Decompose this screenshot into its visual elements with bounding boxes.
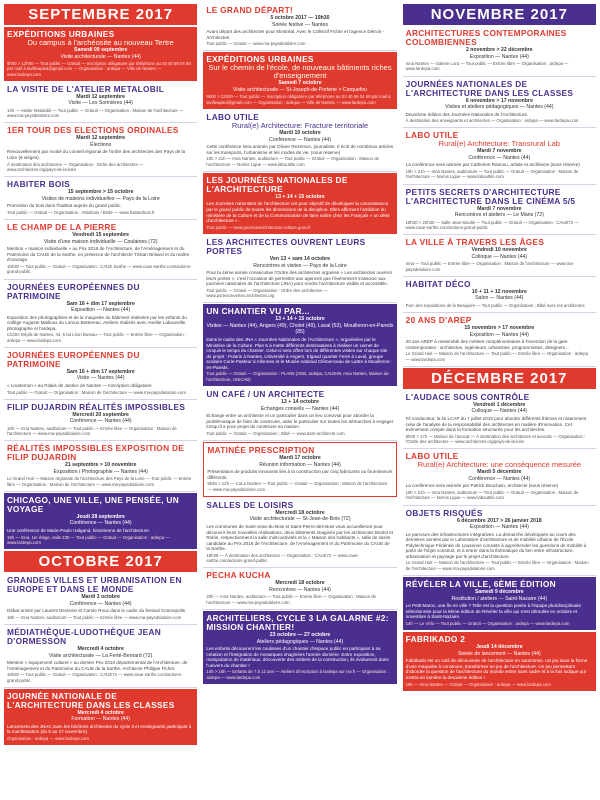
month-header: NOVEMBRE 2017 <box>403 4 596 25</box>
event-type-location: Visite architecturale — La Ferté-Bernard (72) <box>48 652 153 659</box>
event-type-location: Exposition — Nantes (44) <box>469 524 529 530</box>
event-title: MATINÉE PRESCRIPTION <box>207 445 315 456</box>
event-description: Fil conducteur, la loi LCAP du 7 juillet 2016 pour aborder différents thèmes et notamment celui de l'analyse de la responsabilité des architectes en matière d'innovation. Cet événement compte dans la formation structurée pour les architectes. <box>405 415 587 433</box>
event-title: FILIP DUJARDIN RÉALITÉS IMPOSSIBLES <box>7 401 186 412</box>
event-date: Samedi 7 octobre <box>278 80 322 87</box>
event-description: Débat animé par Laurent Devisme et Carole Roux dans le cadre du festival Cosmopolis. <box>7 608 187 614</box>
event-title: ARCHITECTURES CONTEMPORAINES COLOMBIENNES <box>405 28 567 47</box>
event-date: 23 octobre — 27 octobre <box>269 632 331 639</box>
event-type-location: Soirée de lancement — Nantes (44) <box>457 650 541 657</box>
event-info: 9h30 > 12h — CoLa Nantes — Tout public — Gratuit — Organisation : Maison de l'architecture — www.ma-paysdelaloire.com <box>207 481 388 492</box>
event-description: Mention « équipement culturel » au dernier Prix 2016 départemental de l'Architecture, de l'Aménagement et du Patrimoine du CAUE de la Sarthe. Architecte Philippe Fichet. <box>7 660 188 671</box>
event-entry <box>403 277 596 313</box>
event-entry <box>203 110 396 172</box>
event-description: La conférence sera animée par Catherine Rannou, artiste et architecte (sous réserve) <box>405 162 580 168</box>
event-title: HABITER BOIS <box>7 179 71 190</box>
event-date: Ven 13 + sam 14 octobre <box>269 256 331 263</box>
event-type-location: Conférence — Nantes (44) <box>69 600 132 607</box>
event-title: LABO UTILE <box>405 451 459 462</box>
event-description: La conférence sera animée par Patrick Bouchain, architecte (sous réserve) <box>405 483 559 489</box>
event-info: 18h — mna Nantes, auditorium — Tout public — Entrée libre — www.ma-paysdelaloire.com <box>7 614 182 620</box>
event-title: ARCHITELIERS, CYCLE 3 LA GALARNE #2: MISSION CHANTIER! <box>206 613 389 633</box>
event-description: Avant départ des architectes pour Montréal. Avec le Collectif Fichte et l'agence Détroit - Architectes. <box>206 29 384 40</box>
event-info: Tout public — Gratuit — www.ma-paysdelaloire.com <box>206 41 306 47</box>
event-type-location: Conférence — Nantes (44) <box>69 418 132 425</box>
event-info: 9h00 > 12h00 — Tout public — Gratuit — Inscription obligatoire par téléphone au 02 40 59 04 59 par mail à lavilleapied@gmail.com — Organisation : ardepa — Ville de Nantes — www.lardepa.com <box>7 61 191 77</box>
event-subtitle: Sur le chemin de l'école, de nouveaux bâtiments riches d'enseignement <box>208 63 392 81</box>
event-type-location: Formation — Nantes (44) <box>71 716 130 723</box>
month-header: OCTOBRE 2017 <box>4 551 197 572</box>
event-date: Mardi 3 octobre <box>81 594 120 601</box>
event-date: Vendredi 1 décembre <box>473 401 526 408</box>
event-info: 19h > 21h — mna Nantes, auditorium — Tout public — Gratuit — Organisation : Maison de l'architecture — Nomis Ligue — www.labouttile.com <box>206 156 380 167</box>
event-entry <box>203 52 396 109</box>
event-entry <box>403 77 596 129</box>
event-type-location: Échanges conseils — Nantes (44) <box>260 405 340 412</box>
event-subtitle: Rural(e) Architecture: une conséquence mesurée <box>417 460 582 470</box>
event-entry <box>4 441 197 492</box>
event-title: JOURNÉES EUROPÉENNES DU PATRIMOINE <box>7 349 140 369</box>
event-date: Mardi 5 décembre <box>477 469 522 476</box>
event-title: HABITAT DÉCO <box>405 278 471 289</box>
event-type-location: Exposition — Nantes (44) <box>469 331 529 338</box>
event-title: LE CHAMP DE LA PIERRE <box>7 222 117 233</box>
event-entry <box>203 568 396 610</box>
column-left <box>4 3 197 800</box>
event-date: Mardi 12 septembre <box>76 93 126 100</box>
event-entry <box>4 348 197 400</box>
event-title: JOURNÉE NATIONALE DE L'ARCHITECTURE DANS LES CLASSES <box>7 690 175 710</box>
event-title: LABO UTILE <box>405 130 459 141</box>
event-description: Dans le cadre des JNA « Journées Nationales de l'Architecture », organisées par le Ministère de la Culture. Plan 5 à mette différents destinataires à réaliser un carnet de croquis le temps du chantier. Celui-ci sera offert lors de différentes visites sur chaque site de projet : Polaris à Nantes, Université à Angers, Elgaud quartier Ferré à Laval, groupe scolaire Curie-Pasteur à Allonnes et le Musée national Clémenceau de Lattre à Mouilleron-en-Pareds. <box>206 336 391 370</box>
event-title: JOURNÉES NATIONALES DE L'ARCHITECTURE DANS LES CLASSES <box>405 78 574 98</box>
event-info: 19h — mna, 1er étage, salle 230 — Tout public — Gratuit — Organisation : ardepa — www.lardepa.com <box>7 534 170 545</box>
event-info: 14h — Le Vélo — Tout public — Gratuit — Organisation : ardepa — www.lardepa.com <box>405 620 570 626</box>
event-date: 10 + 11 + 12 novembre <box>471 288 527 295</box>
event-entry <box>203 3 396 51</box>
event-entry <box>403 577 596 630</box>
event-info: Cloître Dépôt de Nantes, 44, 5 bd Léon Bureau — Tout public — Entrée libre — Organisation : ardepa — www.lardepa.com <box>7 332 187 343</box>
event-entry <box>403 313 596 367</box>
event-type-location: Rencontres et visites — Pays de la Loire <box>253 262 347 269</box>
event-type-location: Visite — Nantes (44) <box>76 375 125 382</box>
event-entry <box>403 390 596 449</box>
event-entry <box>403 235 596 277</box>
event-entry <box>4 625 197 688</box>
event-info: 19h — mna Nantes — Gratuit — Organisation : ardepa — www.lardepa.com <box>405 681 551 687</box>
event-info: 18h30 — Tout public — Gratuit — Organisation : CAUE Sarthe — www.caue-sarthe.com/actions-grand-public <box>7 263 192 275</box>
event-date: 13 + 14 + 15 octobre <box>275 193 325 200</box>
event-info: 18h30 — Tout public — Gratuit — Organisation : CAUE72 — www.caue-sarthe.com/actions-grand-public <box>7 672 183 683</box>
event-info: 18h30 > 20h30 — Salle Jean Moulin — Tout public — Gratuit — Organisation : CAUE72 — www.caue-sarthe.com/actions-grand-public <box>405 219 579 230</box>
event-entry <box>203 173 396 234</box>
event-title: L'AUDACE SOUS CONTRÔLE <box>405 391 530 402</box>
event-description: Cette conférence sera animée par Olivier Rezemon, journaliste. Il écrit de nombreux articles sur les transports, l'urbanisme et les modes de vie. (sous réserve) <box>206 144 394 155</box>
event-entry <box>203 442 396 497</box>
event-entry <box>203 498 396 569</box>
event-title: MÉDIATHÈQUE-LUDOTHÈQUE JEAN D'ORMESSON <box>7 627 162 647</box>
event-entry <box>203 304 396 386</box>
event-type-location: Conférence — Nantes (44) <box>69 520 132 527</box>
event-entry <box>403 26 596 77</box>
event-info: Tout public — Gratuit — Organisation : Atlanbois / Bédé — www.habiterbois.fr <box>7 209 155 215</box>
event-description: Une conférence de Marie-Paule Halgand, historienne de l'architecture. <box>7 527 151 533</box>
event-entry <box>203 387 396 441</box>
event-info: Le Grand Huit — Maison de l'architecture — Tout public — Entrée libre — Organisation : Maison de l'architecture — www.ma-paysdelaloire.com <box>405 560 589 571</box>
event-date: Mardi 10 octobre <box>279 130 321 137</box>
event-date: 6 décembre 2017 > 26 janvier 2018 <box>456 517 542 524</box>
event-title: PECHA KUCHA <box>206 570 271 581</box>
event-info: Le Grand Huit — Maison régionale de l'architecture des Pays de la Loire — Tout public — Entrée libre — Organisation : Maison de l'architecture — www.ma-paysdelaloire.com <box>7 476 192 487</box>
event-info: 14h > 16h — Enfants de 7 à 12 ans — Ateliers d'inscription à lardepa sur rsv.fr — Organisation : ardepa — www.lardepa.com <box>206 669 389 680</box>
event-description: Les communes de Saint-Jean-du-Bois et Saint-Pierre-des-Bois vous accueilleront pour découvrir leurs nouvelles réalisations, deux bâtiments imaginés par les architectes Boidot et Robin, respectivement la salle multi-activités et la « Maison des habitants », salle de loisirs candidate au Prix 2016 de l'Architecture, de l'Aménagement et du Patrimoine du CAUE de la Sarthe. <box>206 523 393 552</box>
event-info: À destination des architectes — Organisation : Ordre des architectes — www.architectes.org/pays-de-la-loire <box>7 161 144 172</box>
event-entry <box>4 689 197 745</box>
event-type-location: Soirée festive — Nantes <box>272 21 328 28</box>
event-subtitle: Rural(e) Architecture: Fracture territoriale <box>231 121 369 131</box>
event-type-location: Rencontres — Nantes (44) <box>269 586 331 593</box>
event-type-location: Exposition — Nantes (44) <box>71 307 131 314</box>
event-date: 15 septembre > 15 octobre <box>67 189 134 196</box>
event-title: EXPÉDITIONS URBAINES <box>206 54 314 65</box>
event-type-location: Visite architecturale — Nantes (44) <box>60 53 141 60</box>
event-description: Les Journées nationales de l'architecture ont pour objectif de développer la connaissance par le grand public de toutes les dimensions de la discipline. Elles affirment l'ambition du ministère de la Culture et de la Communication de faire naître chez les Français « un désir d'architecture ». <box>206 201 390 224</box>
event-description: Mention « maison individuelle » au Prix 2016 de l'Architecture, de l'Aménagement et du Patrimoine du CAUE de la Sarthe, en présence de l'architecte Tristan Brisard et du maître d'ouvrage. <box>7 246 190 263</box>
event-title: LES JOURNÉES NATIONALES DE L'ARCHITECTURE <box>206 174 348 194</box>
event-info: mna Nantes — Galerie Lora — Tout public — Entrée libre — Organisation : ardepa — www.lardepa.com <box>405 61 569 72</box>
event-title: RÉVÉLER LA VILLE, 6ÈME ÉDITION <box>405 579 556 590</box>
event-date: 6 novembre > 17 novembre <box>465 97 533 104</box>
event-description: Fabrikado est un outil de découverte de l'architecture en autonomie. Un jeu sous la forme d'une maquette à construire, transformer en jeu de l'architecture. Un jeu permettant d'aborder la question de l'architecture du monde entier sans cadre et à la fois ludique qui mettra en lumière la deuxième édition ! <box>405 658 588 680</box>
event-type-location: Conférence — Nantes (44) <box>468 154 531 161</box>
event-info: À destination des enseignants et architectes — Organisation : ardepa — www.lardepa.com <box>405 118 579 124</box>
event-info: 19h > 21h — mna Nantes, auditorium — Tout public — Gratuit — Organisation : Maison de l'architecture — Nomis Ligue — www.labouttile.com <box>405 489 579 501</box>
event-title: LE GRAND DÉPART! <box>206 5 294 15</box>
event-title: UN CAFÉ / UN ARCHITECTE <box>206 389 325 400</box>
event-description: Le Petit Maroc, une île en ville ? Telle est la question posée à l'équipe pluridisciplinaire sélectionnée pour la 6ème édition de Révéler la ville qui s'est déroulée en octobre et novembre à Saint-Nazaire. <box>405 603 582 620</box>
event-description: Deuxième édition des Journées Nationales de l'Architecture. <box>405 111 529 117</box>
event-title: CHICAGO, UNE VILLE, UNE PENSÉE, UN VOYAGE <box>7 494 180 514</box>
event-description: Promotion du bois dans l'habitat auprès du grand public. <box>7 203 122 209</box>
event-date: Jeudi 14 décembre <box>475 644 523 651</box>
event-date: Mercredi 18 octobre <box>275 580 325 587</box>
event-info: Tout public — Gratuit — Organisation : Maison de l'architecture — www.ma-paysdelaloire.com <box>7 389 186 395</box>
event-subtitle: Du campus à l'archéosite au nouveau Tertre <box>27 38 174 47</box>
event-info: 19h > 21h — mna Nantes, auditorium — Tout public — Gratuit — Organisation : Maison de l'architecture — Nomis Ligue — www.labouttile.com <box>405 169 579 180</box>
event-entry <box>203 611 396 684</box>
event-description: « Loutremon » au Palais de Justice de Nantes — Inscription obligatoire <box>7 382 152 388</box>
event-date: Vendredi 15 septembre <box>72 232 130 239</box>
event-date: Sam 16 + dim 17 septembre <box>66 300 135 307</box>
event-type-location: Colloque — Nantes (44) <box>471 408 528 415</box>
event-description: Renouvellement par moitié du conseil régional de l'ordre des architectes des Pays de la Loire (9 sièges). <box>7 149 186 161</box>
event-info: Organisation : ardepa — www.lardepa.com <box>7 736 89 742</box>
event-description: Les enfants découvrent les coulisses d'un chantier d'espace public en participant à sa création et l'intégration de mosaïques imaginées l'année dernière. Entre exposition, manipulation de matériaux, découverte des métiers de la construction, ils évolueront dans l'univers du chantier ! <box>206 646 389 668</box>
event-title: LABO UTILE <box>206 112 260 123</box>
event-date: 5 octobre 2017 — 19h30 <box>270 15 330 21</box>
event-type-location: Colloque — Nantes (44) <box>471 253 528 260</box>
event-info: 18h30 — À destination des architectes — Organisation : CAUE72 — www.caue-sarthe.com/actions-grand-public <box>206 552 359 564</box>
event-entry <box>4 493 197 549</box>
event-entry <box>4 573 197 625</box>
event-info: 20h — mna Nantes, auditorium — Tout public — Entrée libre — Organisation : Maison de l'architecture — www.ma-paysdelaloire.com <box>206 594 377 605</box>
event-title: LA VILLE À TRAVERS LES ÂGES <box>405 237 545 248</box>
event-info: Tout public — www.journeesarchitecture.culture.gouv.fr <box>206 224 311 230</box>
event-entry <box>4 400 197 442</box>
event-description: Lancement des JNAC avec les binômes architectes du cycle 3 et enseignants participant à la manifestation (du 6 au 17 novembre). <box>7 723 192 735</box>
event-entry <box>403 632 596 691</box>
event-description: Pour la 4ème année consécutive l'Ordre des architectes organise « Les architectes ouvrent leurs portes », c'est l'occasion de permettre aux agences que l'événement s'associe aux journées nationales de l'architecture (JNA) pour rendre l'architecture visible et accessible. <box>206 270 392 287</box>
event-type-location: Visites — Nantes (44), Angers (49), Cholet (49), Laval (53), Mouilleron-en-Pareds (85) <box>206 322 394 336</box>
event-entry <box>4 27 197 81</box>
event-type-location: Restitution / ateliers — Saint-Nazaire (44) <box>451 595 548 602</box>
event-entry <box>4 280 197 348</box>
event-title: 1ER TOUR DES ELECTIONS ORDINALES <box>7 125 179 136</box>
event-date: 2 novembre > 22 décembre <box>465 47 533 53</box>
event-date: 15 novembre > 17 novembre <box>464 325 535 332</box>
month-header: DÉCEMBRE 2017 <box>403 368 596 389</box>
event-type-location: Visites de maisons individuelles — Pays de la Loire <box>41 195 160 202</box>
event-title: SALLES DE LOISIRS <box>206 499 294 510</box>
event-date: 13 + 14 + 15 octobre <box>275 316 325 323</box>
event-info: Tout public — Gratuit — Organisation : PLAN5 (ADB, ardepa, CAUE49, mna Nantes, Maison de l'architecture, UNICAB) <box>206 371 389 382</box>
event-type-location: Visite — Les Sorinières (44) <box>68 100 133 107</box>
event-date: Samedi 09 septembre <box>73 47 128 53</box>
column-middle <box>203 3 396 800</box>
event-date: Sam 16 + dim 17 septembre <box>66 368 135 375</box>
event-date: Samedi 9 décembre <box>474 589 524 596</box>
event-entry <box>203 235 396 303</box>
event-type-location: Visites et ateliers pédagogiques — Nantes (44) <box>445 104 554 111</box>
event-entry <box>403 506 596 577</box>
event-info: mna — Tout public — Entrée libre — Organisation : Maison de l'architecture — www.ma-paysdelaloire.com <box>405 261 575 272</box>
event-date: 13 + 14 octobre <box>281 399 319 406</box>
event-info: Parc des expositions de la Beaujoire — Tout public — Organisation : Bâté avec les architectes <box>405 302 585 308</box>
event-date: Mercredi 4 octobre <box>77 709 124 716</box>
event-description: Présentation de produits innovants liés à la construction par cinq fabricants ou fournisseurs différents. <box>207 469 393 480</box>
event-title: UN CHANTIER VU PAR... <box>206 306 310 317</box>
event-info: Le Grand Huit — Maison de l'architecture — Tout public — Entrée libre — Organisation : ardepa — www.lardepa.com <box>405 351 589 362</box>
event-title: EXPÉDITIONS URBAINES <box>7 29 115 39</box>
event-date: Mardi 12 septembre <box>76 135 126 142</box>
event-title: PETITS SECRETS D'ARCHITECTURE L'ARCHITECTURE DANS LE CINÉMA 5/5 <box>405 186 576 206</box>
event-info: 9h00 > 17h — Maison de l'avocat — À destination des architectes et avocats — Organisation : l'Ordre des architectes — www.architectes.org/pays-de-la-loire <box>405 433 586 445</box>
event-title: LA VISITE DE L'ATELIER METALOBIL <box>7 83 165 94</box>
event-title: JOURNÉES EUROPÉENNES DU PATRIMOINE <box>7 281 140 301</box>
column-right <box>403 3 596 800</box>
event-entry <box>403 185 596 236</box>
event-type-location: Conférence — Nantes (44) <box>268 136 331 143</box>
event-info: 18h — mna Nantes, auditorium — Tout public — Entrée libre — Organisation : Maison de l'architecture — www.ma-paysdelaloire.com <box>7 425 177 437</box>
event-type-location: Conférence — Nantes (44) <box>468 475 531 482</box>
event-date: Jeudi 28 septembre <box>76 513 125 520</box>
event-type-location: Visite architecturale — St-Joseph-de-Porterie > Carquefou <box>232 86 368 93</box>
event-title: FABRIKADO 2 <box>405 634 466 645</box>
event-type-location: Exposition / Photographie — Nantes (44) <box>53 468 148 475</box>
event-entry <box>403 449 596 505</box>
event-entry <box>403 128 596 184</box>
event-type-location: Exposition — Nantes (44) <box>469 53 529 60</box>
event-title: LES ARCHITECTES OUVRENT LEURS PORTES <box>206 237 366 257</box>
event-description: Exposition des photographies et de la maquette du bâtiment réalisées par les enfants du collège Auguste Mailloux du Loroux-Bottereau. Ateliers réalisés avec Amélie Laboureille, photographe et l'ardepa. <box>7 314 187 331</box>
event-date: Mardi 7 novembre <box>477 148 522 155</box>
event-type-location: Rencontres et ateliers — Le Mans (72) <box>454 212 544 219</box>
event-type-location: Visite architecturale — St-Jean-de-Bois (72) <box>249 516 351 523</box>
event-title: 20 ANS D'AREP <box>405 315 472 326</box>
event-type-location: Réunion information — Nantes (44) <box>259 461 341 468</box>
event-entry <box>4 177 197 220</box>
event-date: Mercredi 4 octobre <box>77 646 124 653</box>
event-description: Le parcours des infrastructures intégratives. La démarche développée au cours des dernières années par le Laboratoire d'architecture et de mobilité urbaine de l'École Polytechnique Fédérale de Lausanne consiste à appréhender les questions de mobilité à partir de l'objet construit, et à entrer dans la thématique du lien entre infrastructure, urbanisation et paysage par le projet d'architecture. <box>405 531 587 559</box>
event-info: 9h00 > 12h00 — Tout public — Inscription obligatoire par téléphone au 02 40 59 04 59 par mail à lavilleapied@gmail.com — Organisation : ardepa — Ville de Nantes — www.lardepa.com <box>206 94 391 105</box>
event-date: Mercredi 18 octobre <box>275 509 325 516</box>
event-date: Mercredi 20 septembre <box>72 411 129 418</box>
event-info: 14h — Atelier Metalobil — Tout public — Gratuit — Organisation : Maison de l'architecture — www.ma-paysdelaloire.com <box>7 107 184 119</box>
event-date: Vendredi 10 novembre <box>471 247 527 254</box>
event-description: 20 ans AREP à rassemblé des métiers complémentaires à l'invention de la gare contemporaine : architectes, ingénieurs, urbanistes, programmistes, designers... <box>405 339 569 350</box>
event-type-location: Élections <box>90 141 112 148</box>
month-header: SEPTEMBRE 2017 <box>4 4 197 25</box>
event-date: 21 septembre > 10 novembre <box>64 462 137 469</box>
event-description: Échange entre un architecte et un particulier dans un lieu convivial pour aborder la problématique de faire de construire, aider le particulier sur toutes les démarches à engager lorsqu'il a pour projet de construire sa maison. <box>206 413 394 430</box>
event-info: Tout public — Gratuit — Organisation : Bâté — www.batir-architecte.com <box>206 430 345 436</box>
event-entry <box>4 123 197 177</box>
event-date: Mardi 17 octobre <box>279 455 321 462</box>
event-entry <box>4 82 197 124</box>
event-title: GRANDES VILLES ET URBANISATION EN EUROPE ET DANS LE MONDE <box>7 575 182 595</box>
event-date: Mardi 7 novembre <box>477 205 522 212</box>
event-entry <box>4 220 197 279</box>
event-subtitle: Rural(e) Architecture: Transrural Lab <box>438 139 560 149</box>
event-title: RÉALITÉS IMPOSSIBLES EXPOSITION DE FILIP DUJARDIN <box>7 443 185 463</box>
event-info: Tout public — Gratuit — Organisation : Ordre des architectes — www.portesouvertes.architectes.org <box>206 287 328 299</box>
event-title: OBJETS RISQUÉS <box>405 507 483 518</box>
event-type-location: Salon — Nantes (44) <box>475 295 524 302</box>
event-type-location: Ateliers pédagogiques — Nantes (44) <box>256 638 344 645</box>
event-type-location: Visite d'une maison individuelle — Coulaines (72) <box>43 238 158 245</box>
